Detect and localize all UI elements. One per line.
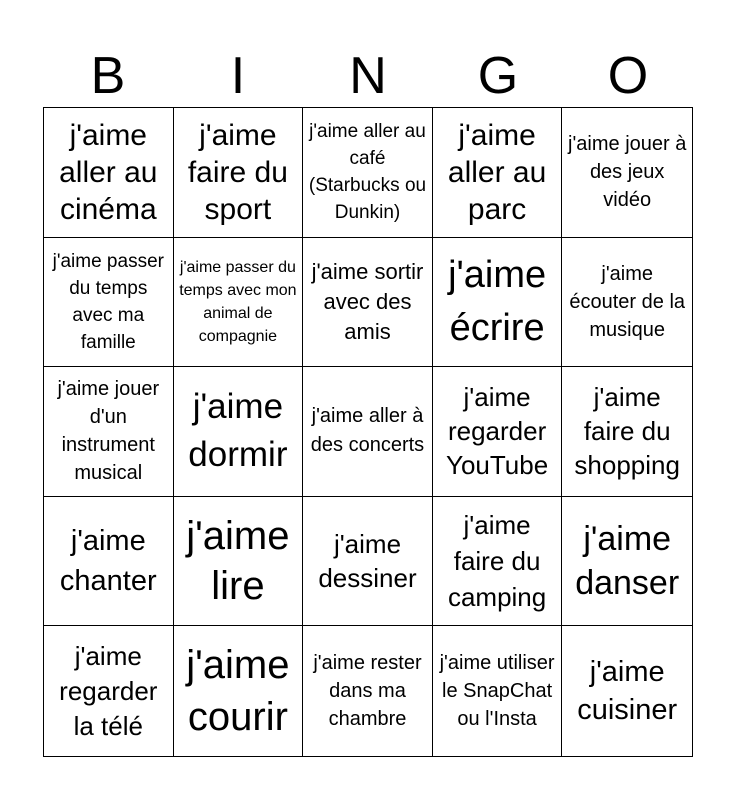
cell-label: j'aime aller à des concerts [310, 405, 425, 457]
bingo-cell[interactable] [433, 626, 563, 756]
cell-label: j'aime cuisiner [577, 656, 678, 727]
cell-label: j'aime dessiner [318, 529, 417, 594]
cell-label: j'aime aller au café (Starbucks ou Dunkin) [308, 121, 427, 224]
cell-label: j'aime écrire [448, 253, 547, 349]
bingo-header [43, 44, 693, 108]
bingo-cell[interactable] [433, 367, 563, 497]
bingo-cell[interactable] [303, 238, 433, 368]
bingo-cell[interactable] [303, 108, 433, 238]
bingo-cell[interactable] [44, 238, 174, 368]
cell-label: j'aime chanter [59, 525, 157, 598]
bingo-cell[interactable] [44, 367, 174, 497]
bingo-cell[interactable] [303, 497, 433, 627]
cell-label: j'aime sortir avec des amis [311, 258, 424, 344]
cell-label: j'aime rester dans ma chambre [313, 652, 422, 731]
cell-label: j'aime passer du temps avec mon animal de compagnie [179, 258, 297, 345]
cell-label: j'aime lire [186, 514, 290, 609]
bingo-cell[interactable] [433, 497, 563, 627]
cell-label: j'aime regarder YouTube [446, 382, 549, 481]
bingo-cell[interactable] [174, 626, 304, 756]
header-letter-i: I [230, 47, 246, 105]
cell-label: j'aime dormir [188, 387, 288, 475]
header-letter-b: B [90, 47, 126, 105]
cell-label: j'aime utiliser le SnapChat ou l'Insta [439, 652, 555, 731]
bingo-cell[interactable] [562, 497, 692, 627]
bingo-cell[interactable] [174, 497, 304, 627]
cell-label: j'aime regarder la télé [59, 640, 158, 741]
cell-label: j'aime aller au cinéma [59, 118, 158, 226]
bingo-cell[interactable] [562, 626, 692, 756]
bingo-cell[interactable] [44, 626, 174, 756]
header-letter-n: N [349, 47, 387, 105]
cell-label: j'aime courir [186, 643, 290, 740]
cell-label: j'aime passer du temps avec ma famille [52, 250, 164, 353]
bingo-board [43, 107, 693, 757]
bingo-cell[interactable] [562, 238, 692, 368]
bingo-cell[interactable] [174, 238, 304, 368]
bingo-cell[interactable] [562, 367, 692, 497]
cell-label: j'aime faire du shopping [574, 382, 680, 481]
cell-label: j'aime écouter de la musique [569, 262, 686, 341]
bingo-cell[interactable] [174, 367, 304, 497]
bingo-cell[interactable] [433, 238, 563, 368]
bingo-cell[interactable] [303, 367, 433, 497]
cell-label: j'aime aller au parc [447, 118, 547, 226]
bingo-cell[interactable] [433, 108, 563, 238]
bingo-cell[interactable] [44, 497, 174, 627]
cell-label: j'aime faire du camping [447, 510, 547, 613]
header-letter-g: G [477, 47, 519, 105]
bingo-cell[interactable] [562, 108, 692, 238]
cell-label: j'aime danser [575, 520, 680, 603]
cell-label: j'aime jouer d'un instrument musical [57, 378, 160, 485]
bingo-cell[interactable] [44, 108, 174, 238]
cell-label: j'aime faire du sport [187, 118, 288, 226]
header-letter-o: O [607, 47, 649, 105]
bingo-cell[interactable] [303, 626, 433, 756]
cell-label: j'aime jouer à des jeux vidéo [568, 133, 687, 212]
bingo-cell[interactable] [174, 108, 304, 238]
